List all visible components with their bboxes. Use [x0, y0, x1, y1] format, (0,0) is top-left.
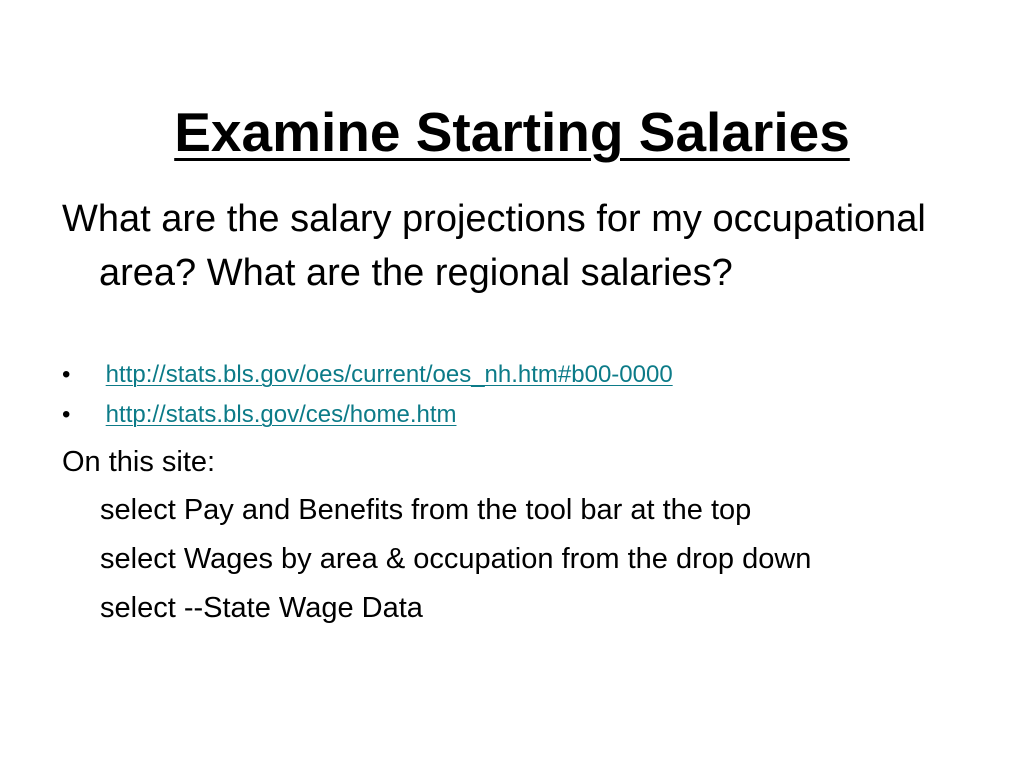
link-list-item-ces [62, 400, 457, 430]
instructions-heading: On this site: [62, 446, 216, 478]
salary-question: What are the salary projections for my occupational area? What are the regional salaries? [62, 198, 926, 294]
instruction-step: select --State Wage Data [100, 592, 423, 624]
bullet-icon: • [62, 361, 71, 388]
oes-wages-link[interactable]: http://stats.bls.gov/oes/current/oes_nh.htm#b00-0000 [105, 361, 673, 388]
bullet-icon: • [62, 401, 71, 428]
ces-home-link[interactable]: http://stats.bls.gov/ces/home.htm [105, 401, 457, 428]
slide-title: Examine Starting Salaries [174, 100, 850, 163]
instruction-step: select Pay and Benefits from the tool bar at the top [100, 494, 752, 526]
instruction-step: select Wages by area & occupation from the drop down [100, 543, 812, 575]
link-list-item-oes [62, 360, 673, 390]
